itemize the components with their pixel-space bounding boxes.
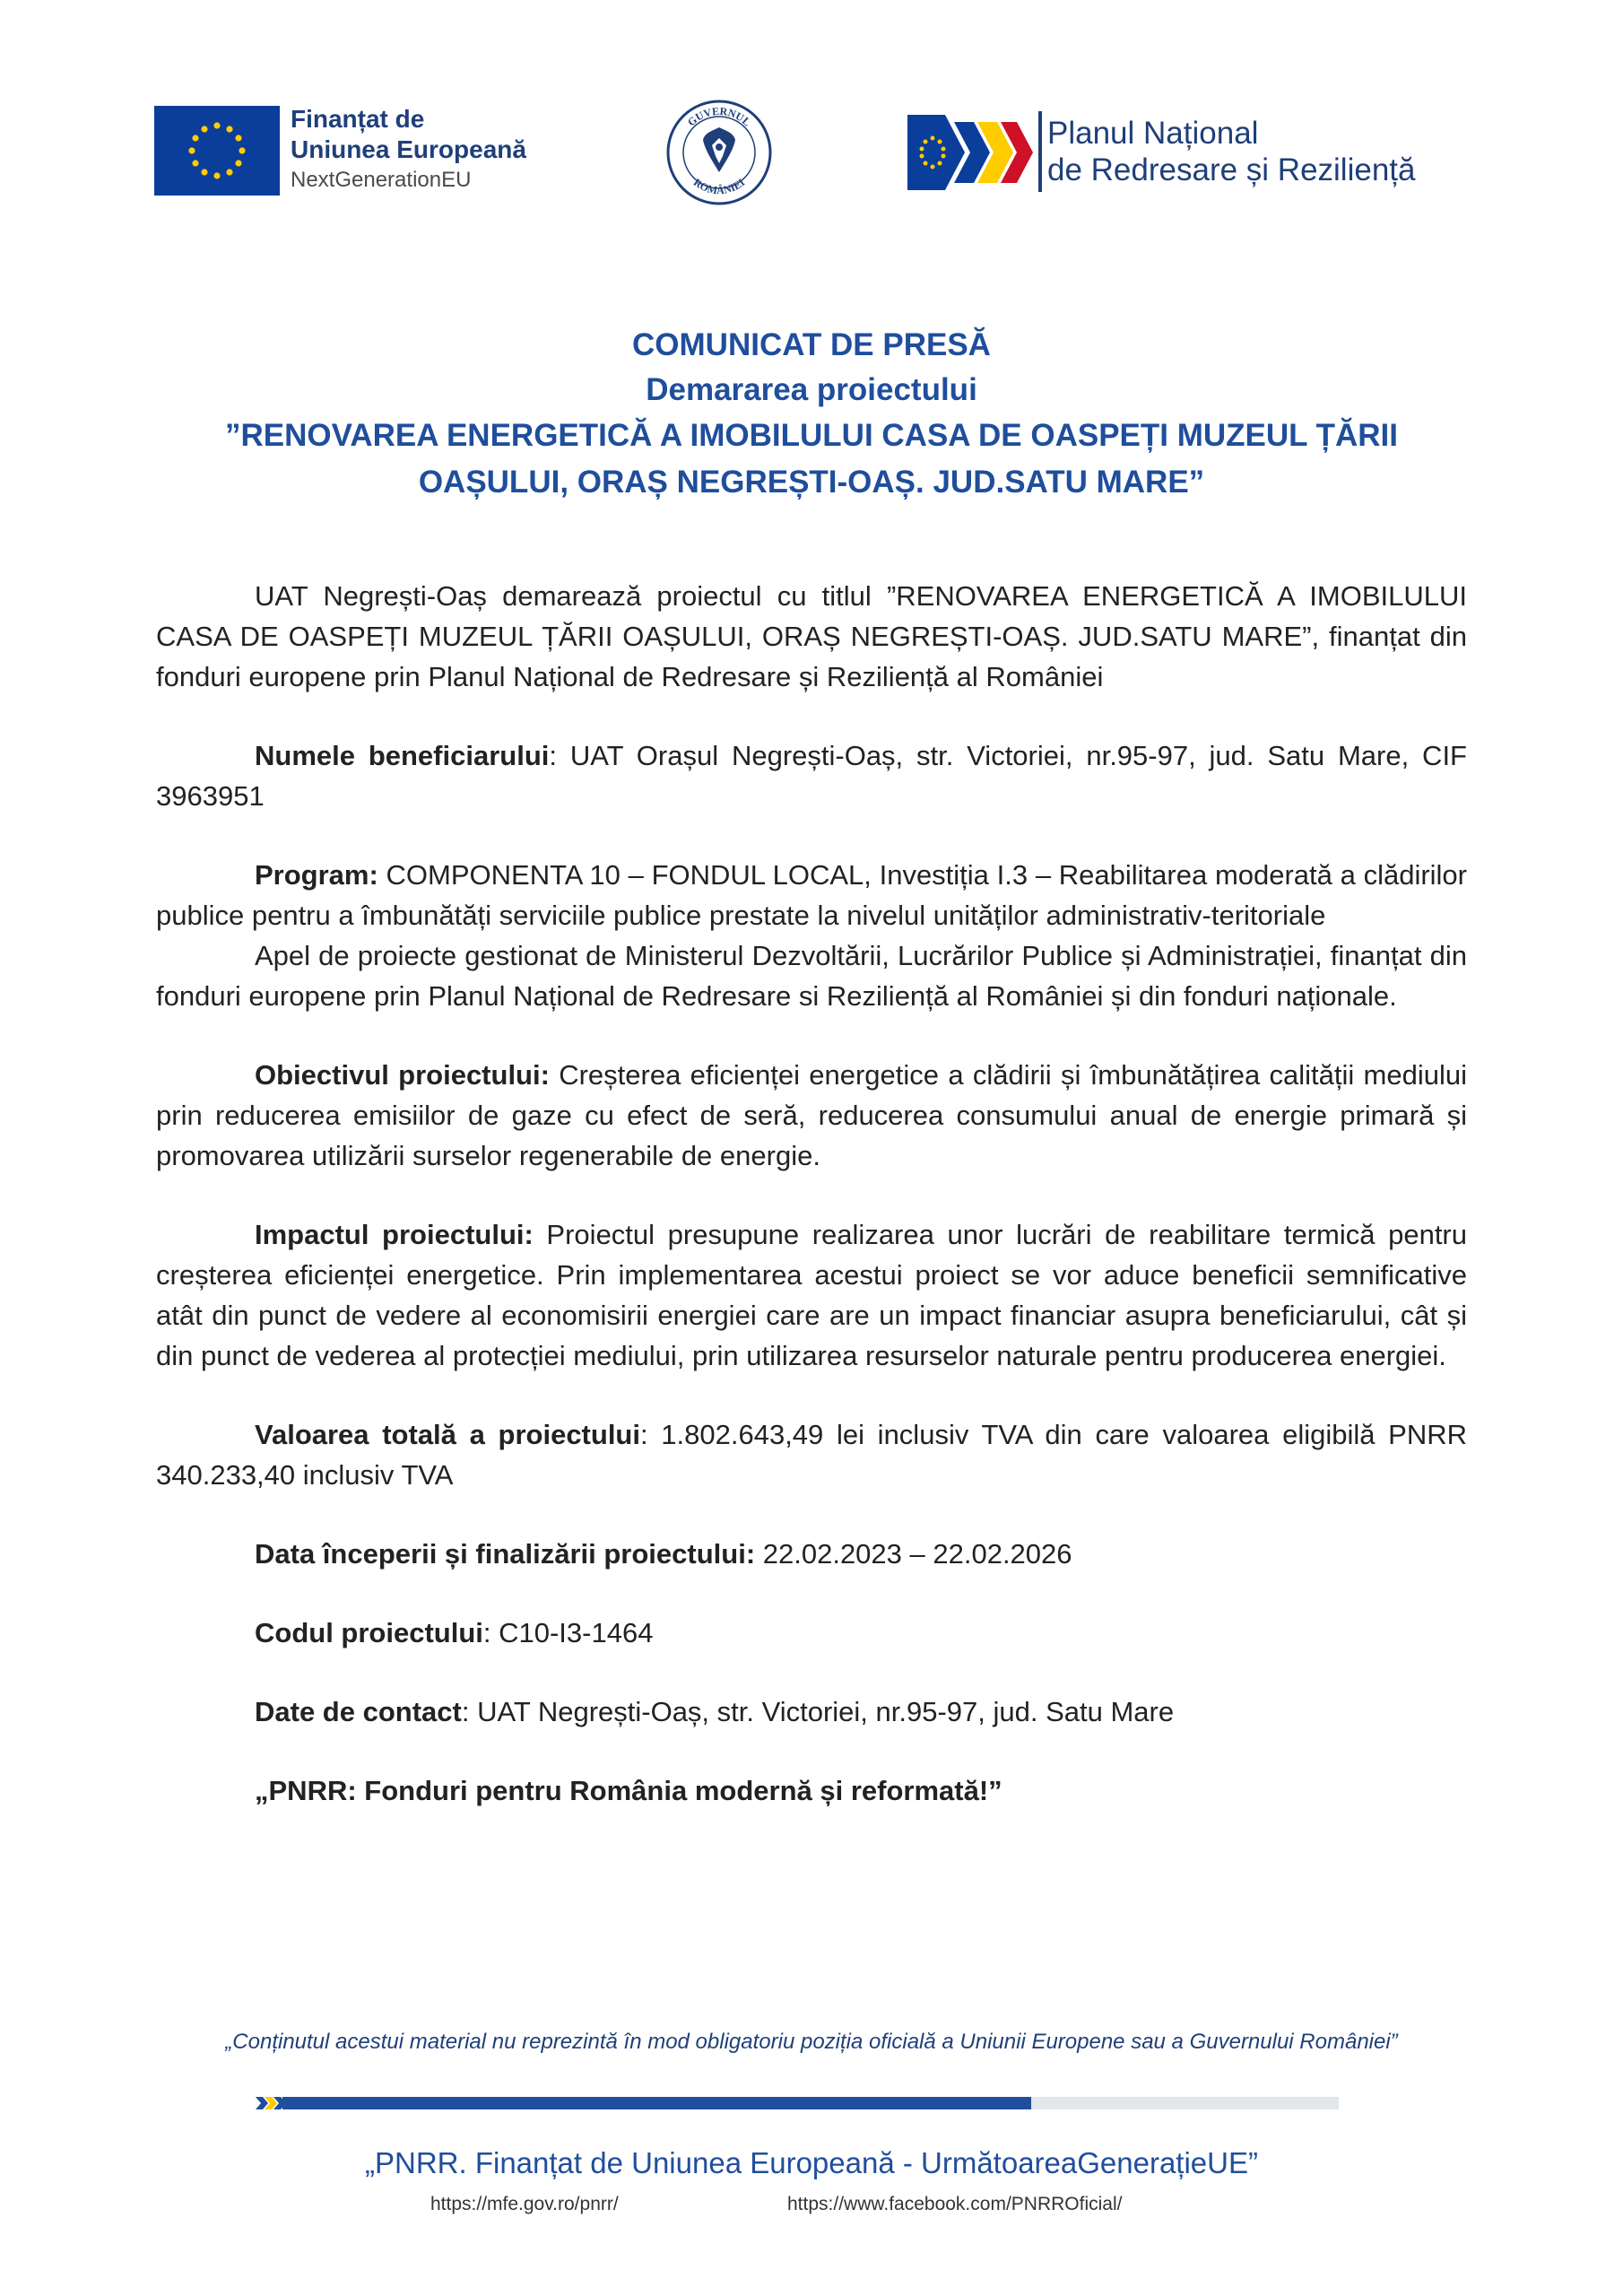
footer-link-mfe[interactable]: https://mfe.gov.ro/pnrr/	[430, 2194, 619, 2214]
press-release-title	[154, 323, 1469, 506]
beneficiary-text: : UAT Orașul Negrești-Oaș, str. Victoriei, nr.95-97, jud. Satu Mare, CIF 3963951	[156, 740, 1467, 812]
eu-line-3: NextGenerationEU	[291, 168, 472, 192]
pnrr-label	[1047, 115, 1460, 188]
objective-label: Obiectivul proiectului:	[255, 1059, 550, 1091]
eu-line-2: Uniunea Europeană	[291, 135, 526, 163]
pnrr-line-2: de Redresare și Reziliență	[1047, 152, 1416, 187]
eu-stars-icon	[154, 106, 280, 196]
code-label: Codul proiectului	[255, 1617, 483, 1648]
header	[0, 0, 1623, 233]
contact-paragraph	[156, 1692, 1467, 1732]
program-label: Program:	[255, 859, 378, 891]
footer-disclaimer: „Conținutul acestui material nu reprezintă în mod obligatoriu poziția oficială a Uniunii Europene sau a Guvernului României”	[225, 2030, 1398, 2054]
call-paragraph: Apel de proiecte gestionat de Ministerul Dezvoltării, Lucrărilor Publice și Administrației, finanțat din fonduri europene prin Planul Național de Redresare si Reziliență al României și din fonduri naționale.	[156, 940, 1467, 1012]
footer-bar-blue	[282, 2097, 1031, 2109]
footer-link-facebook[interactable]: https://www.facebook.com/PNRROficial/	[787, 2194, 1123, 2214]
footer-slogan: „PNRR. Finanțat de Uniunea Europeană - UrmătoareaGenerațieUE”	[365, 2146, 1258, 2179]
pnrr-divider	[1038, 111, 1042, 192]
eu-line-1: Finanțat de	[291, 105, 425, 133]
beneficiary-label: Numele beneficiarului	[255, 740, 550, 771]
title-line-1: COMUNICAT DE PRESĂ	[632, 327, 991, 362]
contact-text: : UAT Negrești-Oaș, str. Victoriei, nr.95-97, jud. Satu Mare	[461, 1696, 1175, 1727]
program-text: COMPONENTA 10 – FONDUL LOCAL, Investiția I.3 – Reabilitarea moderată a clădirilor publice pentru a îmbunătăți serviciile publice prestate la nivelul unităților administrativ-teritoriale	[156, 859, 1467, 931]
value-paragraph	[156, 1414, 1467, 1495]
contact-label: Date de contact	[255, 1696, 462, 1727]
impact-label: Impactul proiectului:	[255, 1219, 534, 1250]
footer-color-bar	[256, 2097, 1339, 2109]
seal-bottom-text: ROMÂNIEI	[690, 176, 748, 197]
pnrr-line-1: Planul Național	[1047, 116, 1259, 151]
objective-paragraph	[156, 1055, 1467, 1176]
dates-label: Data începerii și finalizării proiectului:	[255, 1538, 756, 1570]
dates-text: 22.02.2023 – 22.02.2026	[755, 1538, 1072, 1570]
pnrr-slogan: „PNRR: Fonduri pentru România modernă și reformată!”	[255, 1775, 1002, 1806]
eu-flag-logo	[154, 106, 280, 196]
title-line-2: Demararea proiectului	[646, 372, 977, 407]
program-paragraph	[156, 855, 1467, 935]
impact-text: Proiectul presupune realizarea unor lucrări de reabilitare termică pentru creșterea eficienței energetice. Prin implementarea acestui proiect se vor aduce beneficii semnificative atât din punct de vedere al economisirii energiei care are un impact financiar asupra beneficiarului, cât și din punct de vederea al protecției mediului, prin utilizarea resurselor naturale pentru producerea energiei.	[156, 1219, 1467, 1371]
footer-bar-grey	[1031, 2097, 1339, 2109]
code-paragraph	[156, 1613, 1467, 1653]
title-line-3: ”RENOVAREA ENERGETICĂ A IMOBILULUI CASA DE OASPEȚI MUZEUL ȚĂRII OAȘULUI, ORAȘ NEGREȘTI-OAȘ. JUD.SATU MARE”	[224, 418, 1398, 500]
code-text: : C10-I3-1464	[482, 1617, 654, 1648]
impact-paragraph	[156, 1214, 1467, 1376]
value-label: Valoarea totală a proiectului	[255, 1419, 640, 1450]
romanian-government-seal-icon	[665, 99, 773, 206]
objective-text: Creșterea eficienței energetice a clădirii și îmbunătățirea calității mediului prin reducerea emisiilor de gaze cu efect de seră, reducerea consumului anual de energie primară și promovarea utilizării surselor regenerabile de energie.	[156, 1059, 1467, 1171]
press-release-body	[156, 576, 1467, 1811]
eu-funding-label	[291, 104, 560, 196]
seal-top-text: GUVERNUL	[684, 104, 754, 129]
pnrr-arrow-logo-icon	[907, 115, 1035, 190]
dates-paragraph	[156, 1534, 1467, 1574]
beneficiary-paragraph	[156, 735, 1467, 816]
value-text: : 1.802.643,49 lei inclusiv TVA din care valoarea eligibilă PNRR 340.233,40 inclusiv TVA	[156, 1419, 1467, 1491]
intro-paragraph: UAT Negrești-Oaș demarează proiectul cu titlul ”RENOVAREA ENERGETICĂ A IMOBILULUI CASA DE OASPEȚI MUZEUL ȚĂRII OAȘULUI, ORAȘ NEGREȘTI-OAȘ. JUD.SATU MARE”, finanțat din fonduri europene prin Planul Național de Redresare și Reziliență al României	[156, 580, 1467, 692]
